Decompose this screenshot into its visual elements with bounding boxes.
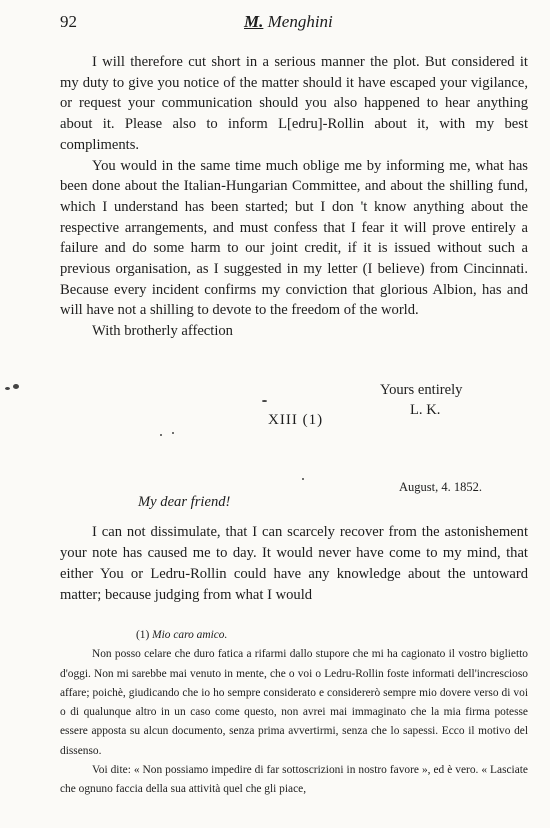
salutation: My dear friend! — [138, 494, 231, 510]
footnote-marker: (1) — [136, 629, 150, 641]
print-speck — [302, 478, 304, 480]
print-speck — [5, 387, 10, 390]
body-paragraph: I can not dissimulate, that I can scarcely recover from the astonishement your note has caused me to day. It would never have come to my mind, that either You or Ledru-Rollin could have any knowledge about the untoward matter; because judging from what I would — [60, 524, 528, 603]
author-name: Menghini — [267, 12, 333, 31]
print-speck — [13, 384, 19, 389]
footnote-title — [60, 626, 528, 645]
closing-line: Yours entirely — [380, 382, 463, 398]
print-speck — [262, 400, 267, 402]
footnote-title-text: Mio caro amico. — [152, 629, 228, 641]
page-header — [60, 10, 530, 34]
page-number: 92 — [60, 12, 77, 31]
print-speck — [160, 434, 162, 436]
print-speck — [172, 432, 174, 434]
letter-date: August, 4. 1852. — [399, 480, 482, 494]
letter-xii-body — [60, 52, 528, 342]
running-head — [244, 12, 333, 32]
signature: L. K. — [410, 402, 441, 418]
letter-heading: XIII (1) — [268, 412, 324, 428]
author-monogram: M. — [244, 12, 264, 31]
body-paragraph: With brotherly affection — [92, 323, 233, 340]
body-paragraph: I will therefore cut short in a serious manner the plot. But considered it my duty to give you notice of the matter should it have escaped your vigilance, or request your communication should you also happened to hear anything about it. Please also to inform L[edru]-Rollin about it, with my best compliments. — [60, 54, 528, 153]
footnote-block — [60, 626, 528, 800]
footnote-paragraph: Non posso celare che duro fatica a rifarmi dallo stupore che mi ha cagionato il vostro biglietto d'oggi. Non mi sarebbe mai venuto in mente, che o voi o Ledru-Rollin foste informati dell'increscioso affare; poichè, giudicando che io ho sempre considerato e considererò sempre mio dovere verso di voi o di qualunque altro in un caso come questo, non avrei mai immaginato che la mia firma potesse essere apposta su alcun documento, senza prima avvertirmi, senza che lo sapessi. Ecco il motivo del dissenso. — [60, 648, 528, 757]
footnote-paragraph: Voi dite: « Non possiamo impedire di far sottoscrizioni in nostro favore », ed è vero. « Lasciate che ognuno faccia della sua attività quel che gli piace, — [60, 764, 528, 796]
letter-xiii-body — [60, 522, 528, 606]
body-paragraph: You would in the same time much oblige me by informing me, what has been done about the Italian-Hungarian Committee, and about the shilling fund, which I understand has been started; but I don 't know anything about the respective arrangements, and must confess that I fear it will prove entirely a failure and do some harm to our joint credit, if it is issued without such a previous organisation, as I suggested in my letter (I believe) from Cincinnati. Because every incident confirms my conviction that glorious Albion, has and will have not a shilling to devote to the freedom of the world. — [60, 157, 528, 319]
